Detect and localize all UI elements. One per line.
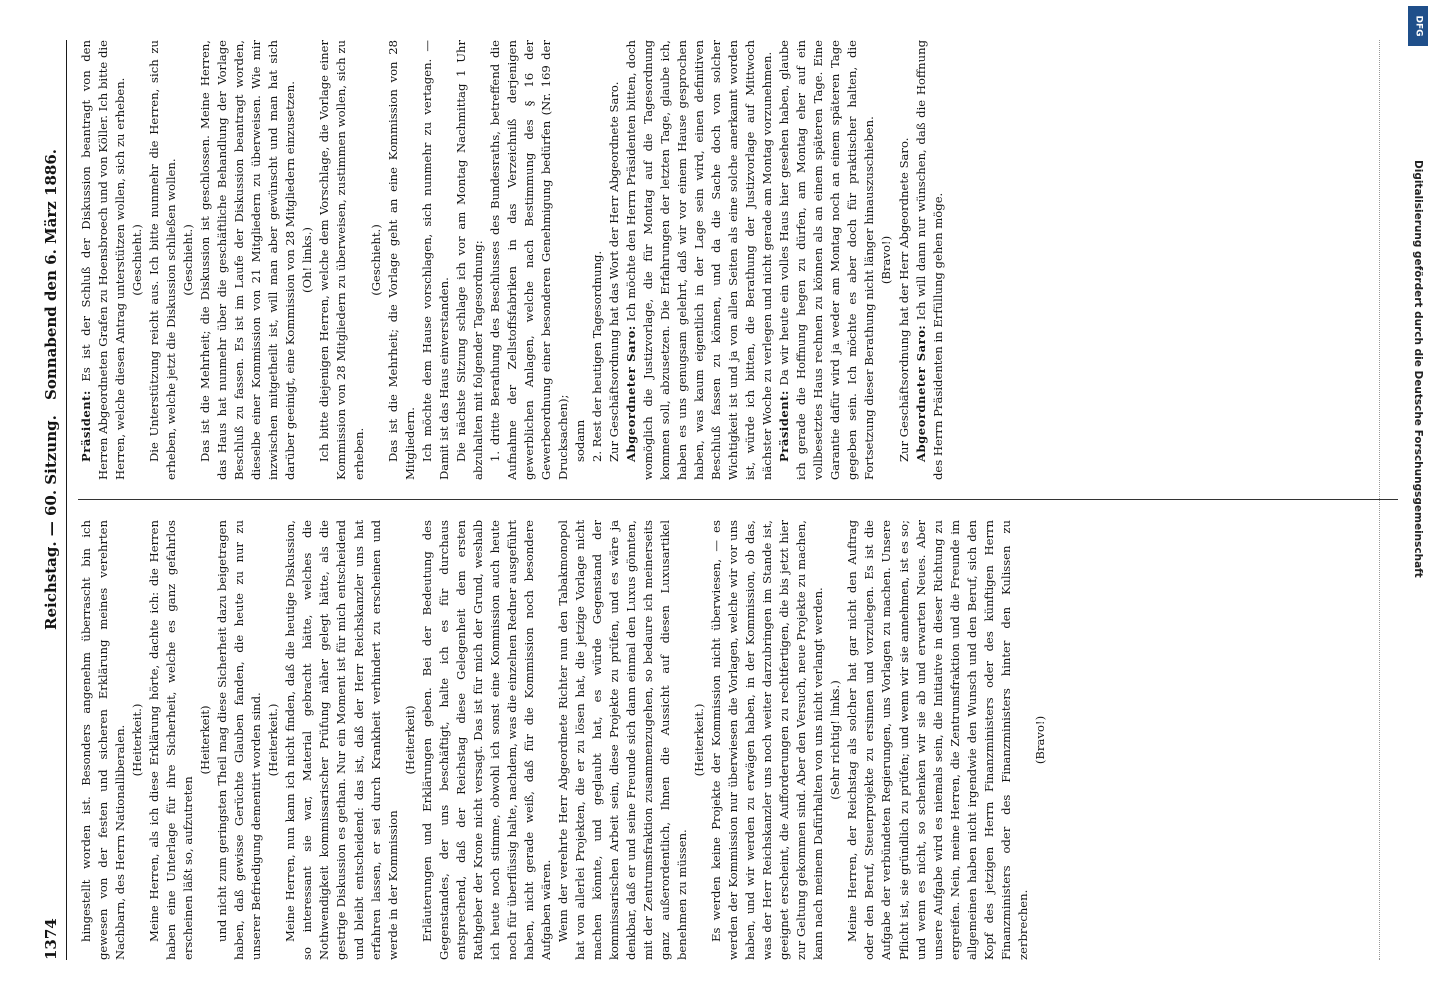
paragraph-text: (Bravo!) [879,235,894,285]
session-date: Sonnabend den 6. März 1886. [42,149,60,400]
paragraph: hingestellt worden ist. Besonders angenehm überrascht bin ich gewesen von der festen und sicheren Erklärung meines verehrten Nachbarn, des Herrn Nationalliberalen. [79,520,128,960]
paragraph: Meine Herren, der Reichstag als solcher hat gar nicht den Auftrag oder den Beruf, Steuerprojekte zu ersinnen und vorzulegen. Es ist die Aufgabe der verbündeten Regierungen, uns Vorlagen zu machen. Unsere Pflicht ist, sie gründlich zu prüfen; und wenn wir sie annehmen, ist es so; und wenn es nicht, so schenken wir sie ab und erwarten Neues. Aber unsere Aufgabe wird es niemals sein, die Initiative in dieser Richtung zu ergreifen. Nein, meine Herren, die Zentrumsfraktion und die Freunde im allgemeinen haben nicht irgendwie den Wunsch und den Beruf, sich den Kopf des jetzigen Herrn Finanzministers oder des künftigen Herrn Finanzministers oder des Finanzministers hinter den Kulissen zu zerbrechen. [845,520,1030,960]
paragraph-text: Es ist der Schluß der Diskussion beantragt von den Herren Abgeordneten Grafen zu Hoensbroech und von Köller. Ich bitte die Herren, welche diesen Antrag unterstützen wollen, sich zu erheben. [79,40,128,480]
paragraph [776,40,878,480]
paragraph [913,40,947,480]
paragraph-text: Ich will dann nur wünschen, daß die Hoffnung des Herrn Präsidenten in Erfüllung gehen möge. [913,40,945,480]
paragraph: Meine Herren, nun kann ich nicht finden, daß die heutige Diskussion, so interessant sie war, Material gebracht hätte, welches die Nothwendigkeit kommissarischer Prüfung näher gelegt hätte, als die gestrige Diskussion es gethan. Nur ein Moment ist für mich entscheidend und bleibt entscheidend: das ist, daß der Herr Reichskanzler uns hat erfahren lassen, er sei durch Krankheit verhindert zu erscheinen und werde in der Kommission [283,520,400,960]
paragraph [316,40,367,480]
paragraph-text: Da wir heute ein volles Haus hier gesehen haben, glaube ich gerade die Hoffnung hegen zu dürfen, am Montag eher auf ein vollbesetztes Haus rechnen zu können als an einem späteren Tage. Eine Garantie dafür wird ja weder am Montag noch an einem späteren Tage gegeben sein. Ich möchte es aber doch für praktischer halten, die Fortsetzung dieser Berathung nicht länger hinauszuschieben. [777,40,877,480]
paragraph-text: Ich möchte den Herrn Präsidenten bitten, doch womöglich die Justizvorlage, die für Montag auf die Tagesordnung kommen soll, abzusetzen. Die Erfahrungen der letzten Tage, glaube ich, haben es uns genugsam gelehrt, daß wir vor einem Hause gesprochen haben, was kaum eigentlich in der Lage sein wird, einen definitiven Beschluß fassen zu können, und da die Sache doch von solcher Wichtigkeit ist und ja von allen Seiten als eine solche anerkannt worden ist, würde ich bitten, die Berathung der Justizvorlage auf Mittwoch nächster Woche zu verlegen und nicht gerade am Montag vorzunehmen. [624,40,775,480]
paragraph-text: (Geschieht.) [368,224,383,296]
paragraph [623,40,776,480]
interjection: (Heiterkeit.) [692,703,707,777]
interjection [368,40,385,480]
interjection [129,40,146,480]
paragraph [78,40,129,480]
bottom-edge [1378,40,1380,960]
paragraph-text: 2. Rest der heutigen Tagesordnung. [589,250,604,462]
paragraph [419,40,453,480]
paragraph [146,40,180,480]
interjection [299,40,316,480]
interjection: (Heiterkeit.) [130,703,145,777]
interjection: (Heiterkeit.) [266,703,281,777]
paragraph-text: Die Unterstützung reicht aus. Ich bitte nunmehr die Herren, sich zu erheben, welche jetzt die Diskussion schließen wollen. [147,40,179,480]
paragraph: Erläuterungen und Erklärungen geben. Bei der Bedeutung des Gegenstandes, der uns beschäftigt, halte ich es für durchaus entsprechend, daß der Reichstag diese Gelegenheit dem ersten Rathgeber der Krone nicht versagt. Das ist für mich der Grund, weshalb ich heute noch stimme, obwohl ich sonst eine Kommission auch heute noch für überflüssig halte, nachdem, was die einzelnen Redner ausgeführt haben, nicht gerade weiß, daß für die Kommission noch besondere Aufgaben wären. [419,520,553,960]
speaker-name: Präsident: [79,390,93,462]
header-rule [66,40,67,960]
interjection: (Sehr richtig! links.) [828,680,843,800]
digitization-note [1408,150,1428,850]
interjection [180,40,197,480]
dfg-logo [1408,6,1428,46]
paragraph [589,40,606,480]
paragraph: Wenn der verehrte Herr Abgeordnete Richter nun den Tabakmonopol hat von allerlei Projekten, die er zu lösen hat, die jetzige Vorlage nicht machen könnte, und geglaubt hat, es würde Gegenstand der kommissarischen Arbeit sein, diese Projekte zu prüfen, und es wäre ja denkbar, daß er und seine Freunde sich dann einmal den Luxus gönnten, mit der Zentrumsfraktion zusammenzugehen, so bedaure ich meinerseits ganz außerordentlich, Ihnen die Aussicht auf diesen Luxusartikel benehmen zu müssen. [555,520,690,960]
session-title: Reichstag. — 60. Sitzung. [42,415,60,630]
paragraph [197,40,299,480]
paragraph-text: (Geschieht.) [130,224,145,296]
paragraph-text: Die nächste Sitzung schlage ich vor am Montag Nachmittag 1 Uhr abzuhalten mit folgender Tagesordnung: [453,40,485,480]
paragraph-text: Das ist die Mehrheit; die Diskussion ist geschlossen. Meine Herren, das Haus hat nunmehr über die geschäftliche Behandlung der Vorlage Beschluß zu fassen. Es ist im Laufe der Diskussion beantragt worden, dieselbe einer Kommission von 21 Mitgliedern zu überweisen. Wie mir inzwischen mitgetheilt ist, will man aber gewünscht und man hat sich darüber geeinigt, eine Kommission von 28 Mitgliedern einzusetzen. [198,40,298,480]
paragraph-text: Zur Geschäftsordnung hat der Herr Abgeordnete Saro. [896,137,911,462]
paragraph-text: Ich möchte dem Hause vorschlagen, sich nunmehr zu vertagen. — Damit ist das Haus einverstanden. [419,40,451,480]
paragraph [896,40,913,480]
page-number: 1374 [42,918,60,960]
paragraph: und nicht zum geringsten Theil mag diese Sicherheit dazu beigetragen haben, daß gewisse Gerüchte Glauben fanden, die heute zu nur zu unserer Befriedigung dementirt worden sind. [215,520,264,960]
paragraph [572,40,589,480]
paragraph: Meine Herren, als ich diese Erklärung hörte, dachte ich: die Herren haben eine Unterlage für ihre Sicherheit, welche es ganz gefahrlos erscheinen läßt so, aufzutreten [147,520,196,960]
right-column [78,40,1078,480]
paragraph-text: Zur Geschäftsordnung hat das Wort der Herr Abgeordnete Saro. [606,81,621,462]
column-divider [78,499,1398,500]
digitization-note-text: Digitalisierung gefördert durch die Deutsche Forschungsgemeinschaft [1412,160,1424,578]
interjection [878,40,895,480]
dfg-logo-text: DFG [1413,15,1424,37]
paragraph-text: (Geschieht.) [181,224,196,296]
paragraph [487,40,572,480]
interjection: (Heiterkeit) [198,705,213,775]
speaker-name: Abgeordneter Saro: [624,325,638,462]
interjection: (Heiterkeit) [402,705,417,775]
paragraph-text: 1. dritte Berathung des Beschlusses des Bundesraths, betreffend die Aufnahme der Zellstoffsfabriken in das Verzeichniß derjenigen gewerblichen Anlagen, welche nach Bestimmung des § 16 der Gewerbeordnung einer besonderen Genehmigung bedürfen (Nr. 169 der Drucksachen); [487,40,570,480]
interjection: (Bravo!) [1032,715,1047,765]
page-header [38,40,68,960]
paragraph-text: sodann [572,419,587,462]
left-column [78,520,1078,960]
paragraph [606,40,623,480]
speaker-name: Abgeordneter Saro: [913,324,928,462]
paragraph-text: Das ist die Mehrheit; die Vorlage geht an eine Kommission von 28 Mitgliedern. [385,40,417,480]
paragraph [453,40,487,480]
paragraph-text: Ich bitte diejenigen Herren, welche dem Vorschlage, die Vorlage einer Kommission von 28 Mitgliedern zu überweisen, zustimmen wollen, sich zu erheben. [317,40,366,480]
paragraph [385,40,419,480]
speaker-name: Präsident: [777,390,792,462]
paragraph-text: (Oh! links.) [300,227,315,293]
paragraph: Es werden keine Projekte der Kommission nicht überwiesen, — es werden der Kommission nur überwiesen die Vorlagen, welche wir vor uns haben, und wir werden zu erwägen haben, in der Kommission, ob das, was der Herr Reichskanzler uns noch weiter darzubringen im Stande ist, geeignet erscheint, die Aufforderungen zu rechtfertigen, die bis jetzt hier zur Geltung gekommen sind. Aber den Versuch, neue Projekte zu machen, kann nach meinem Dafürhalten von uns nicht verlangt werden. [709,520,826,960]
